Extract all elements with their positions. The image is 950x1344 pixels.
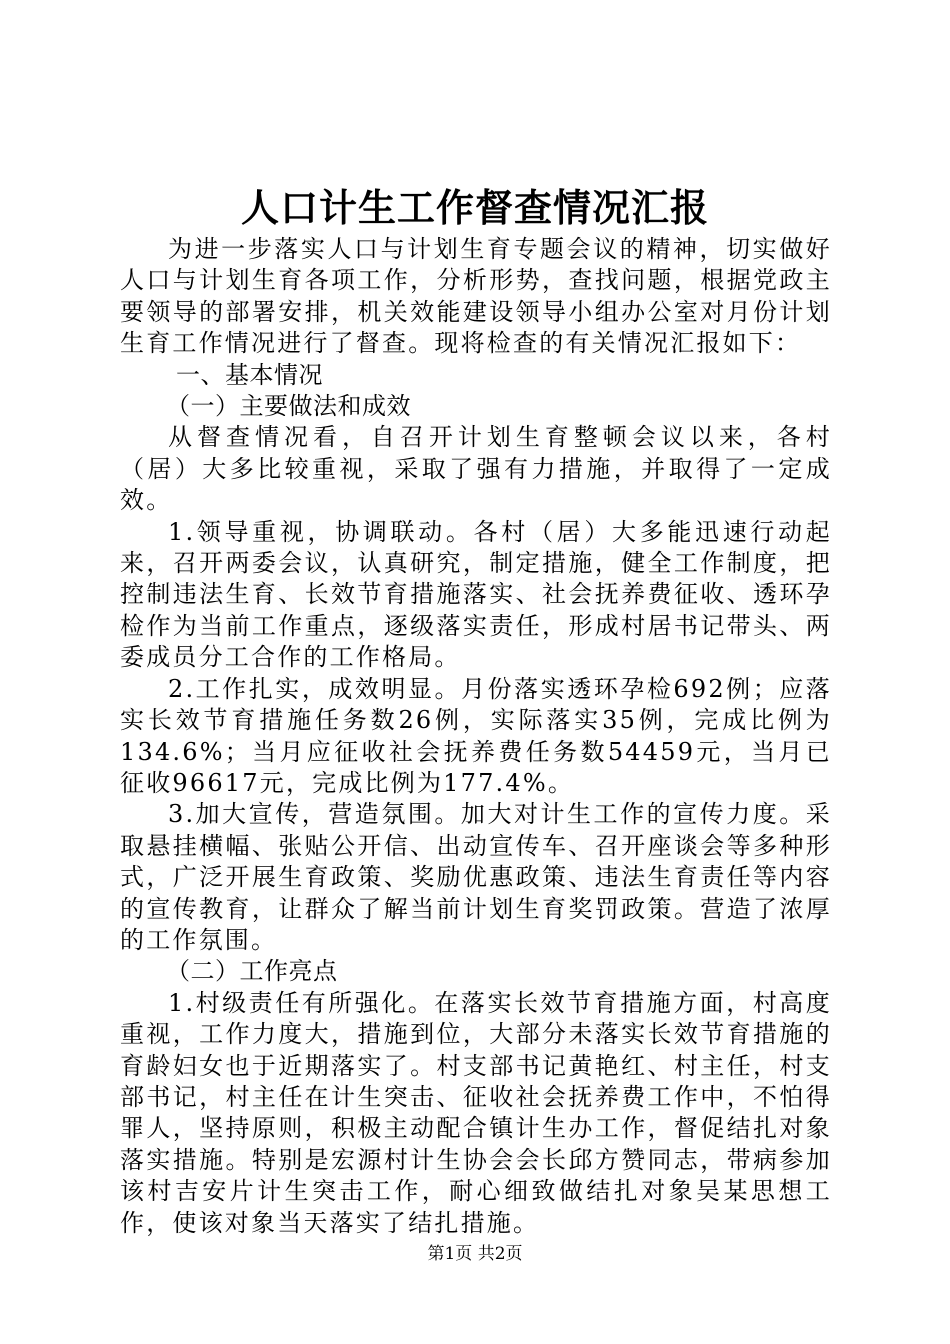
subsection-heading-highlights: （二）工作亮点 <box>166 957 338 986</box>
subsection-intro-paragraph: 从督查情况看，自召开计划生育整顿会议以来，各村（居）大多比较重视，采取了强有力措施，并取得了一定成效。 <box>120 423 832 515</box>
document-title: 人口计生工作督查情况汇报 <box>240 186 709 230</box>
section-heading-basic-situation: 一、基本情况 <box>176 360 323 389</box>
list-item-publicity: 3.加大宣传，营造氛围。加大对计生工作的宣传力度。采取悬挂横幅、张贴公开信、出动宣传车、召开座谈会等多种形式，广泛开展生育政策、奖励优惠政策、违法生育责任等内容的宣传教育，让群众了解当前计划生育奖罚政策。营造了浓厚的工作氛围。 <box>120 800 832 954</box>
list-item-leadership: 1.领导重视，协调联动。各村（居）大多能迅速行动起来，召开两委会议，认真研究，制定措施，健全工作制度，把控制违法生育、长效节育措施落实、社会抚养费征收、透环孕检作为当前工作重点，逐级落实责任，形成村居书记带头、两委成员分工合作的工作格局。 <box>120 517 832 672</box>
subsection-heading-main-practices: （一）主要做法和成效 <box>166 392 411 421</box>
document-body <box>120 234 832 1239</box>
list-item-village-responsibility: 1.村级责任有所强化。在落实长效节育措施方面，村高度重视，工作力度大，措施到位，大部分未落实长效节育措施的育龄妇女也于近期落实了。村支部书记黄艳红、村主任，村支部书记，村主任在计生突击、征收社会抚养费工作中，不怕得罪人，坚持原则，积极主动配合镇计生办工作，督促结扎对象落实措施。特别是宏源村计生协会会长邱方赞同志，带病参加该村吉安片计生突击工作，耐心细致做结扎对象吴某思想工作，使该对象当天落实了结扎措施。 <box>120 988 832 1237</box>
page-number-footer: 第1页 共2页 <box>427 1244 523 1264</box>
list-item-results: 2.工作扎实，成效明显。月份落实透环孕检692例；应落实长效节育措施任务数26例，实际落实35例，完成比例为134.6%；当月应征收社会抚养费任务数54459元，当月已征收96617元，完成比例为177.4%。 <box>120 674 832 797</box>
intro-paragraph: 为进一步落实人口与计划生育专题会议的精神，切实做好人口与计划生育各项工作，分析形势，查找问题，根据党政主要领导的部署安排，机关效能建设领导小组办公室对月份计划生育工作情况进行了督查。现将检查的有关情况汇报如下： <box>120 235 832 358</box>
